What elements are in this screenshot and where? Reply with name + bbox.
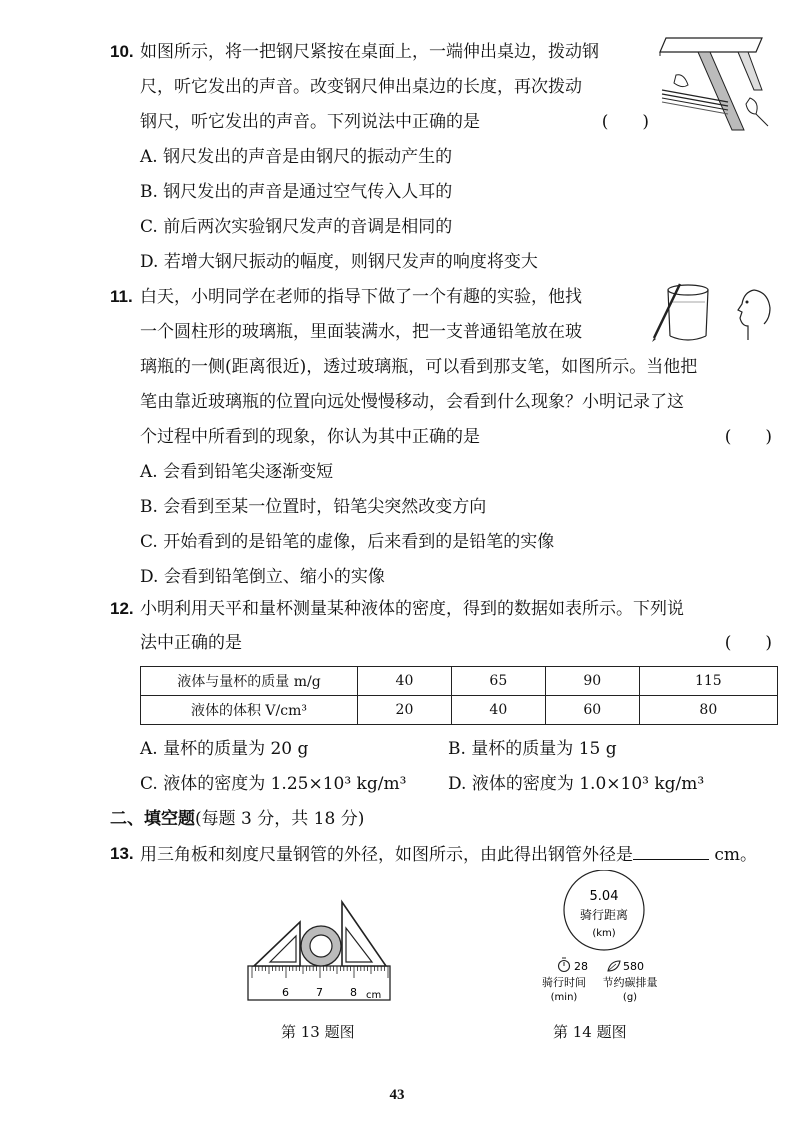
q13-answer-blank[interactable] xyxy=(633,843,709,860)
q10-option-d: D. 若增大钢尺振动的幅度，则钢尺发声的响度将变大 xyxy=(140,252,538,272)
q12-data-table xyxy=(140,666,778,725)
carbon-label: 节约碳排量 xyxy=(602,976,658,989)
q11-option-b: B. 会看到至某一位置时，铅笔尖突然改变方向 xyxy=(140,497,487,517)
q10-line-3: 钢尺，听它发出的声音。下列说法中正确的是 xyxy=(140,112,480,132)
q12-option-a: A. 量杯的质量为 20 g xyxy=(140,739,309,759)
q10-line-2: 尺，听它发出的声音。改变钢尺伸出桌边的长度，再次拨动 xyxy=(140,77,582,97)
distance-value: 5.04 xyxy=(589,889,619,904)
ruler-unit: cm xyxy=(366,990,382,1001)
table-cell: 65 xyxy=(451,667,545,696)
table-cell: 40 xyxy=(358,667,452,696)
q12-option-b: B. 量杯的质量为 15 g xyxy=(448,739,617,759)
distance-unit: (km) xyxy=(592,928,616,939)
q12-line-2: 法中正确的是 xyxy=(140,633,242,653)
q11-option-a: A. 会看到铅笔尖逐渐变短 xyxy=(140,462,334,482)
q11-option-d: D. 会看到铅笔倒立、缩小的实像 xyxy=(140,567,385,587)
time-unit: (min) xyxy=(550,992,578,1003)
q12-option-d: D. 液体的密度为 1.0×10³ kg/m³ xyxy=(448,774,705,794)
table-cell: 90 xyxy=(545,667,639,696)
table-cell: 60 xyxy=(545,696,639,725)
ruler-label-8: 8 xyxy=(350,986,357,999)
q14-cycling-figure xyxy=(528,870,678,1010)
table-row-label: 液体的体积 V/cm³ xyxy=(141,696,358,725)
q10-option-b: B. 钢尺发出的声音是通过空气传入人耳的 xyxy=(140,182,453,202)
q11-glass-bottle-figure xyxy=(650,280,774,352)
q11-option-c: C. 开始看到的是铅笔的虚像，后来看到的是铅笔的实像 xyxy=(140,532,555,552)
table-cell: 115 xyxy=(639,667,777,696)
q10-answer-paren: ( ) xyxy=(601,112,649,132)
table-cell: 80 xyxy=(639,696,777,725)
q11-line-5: 个过程中所看到的现象，你认为其中正确的是 xyxy=(140,427,480,447)
q13-ruler-figure xyxy=(244,896,394,1006)
q14-figure-caption: 第 14 题图 xyxy=(553,1023,627,1041)
q13-text-after: cm。 xyxy=(709,845,758,865)
carbon-value: 580 xyxy=(623,960,644,973)
table-row xyxy=(141,667,778,696)
q11-line-4: 笔由靠近玻璃瓶的位置向远处慢慢移动，会看到什么现象？小明记录了这 xyxy=(140,392,684,412)
q11-number: 11. xyxy=(110,287,133,306)
section-2-subtitle: (每题 3 分，共 18 分) xyxy=(195,809,365,829)
q10-ruler-figure xyxy=(658,30,770,134)
stopwatch-icon xyxy=(559,958,570,972)
q12-line-1: 小明利用天平和量杯测量某种液体的密度，得到的数据如表所示。下列说 xyxy=(140,599,684,619)
q12-option-c: C. 液体的密度为 1.25×10³ kg/m³ xyxy=(140,774,407,794)
table-cell: 40 xyxy=(451,696,545,725)
section-2-heading xyxy=(110,808,364,830)
page-number: 43 xyxy=(389,1087,405,1103)
table-row-label: 液体与量杯的质量 m/g xyxy=(141,667,358,696)
q10-line-1: 如图所示，将一把钢尺紧按在桌面上，一端伸出桌边，拨动钢 xyxy=(140,42,599,62)
carbon-unit: (g) xyxy=(622,992,638,1003)
table-cell: 20 xyxy=(358,696,452,725)
time-value: 28 xyxy=(574,960,588,973)
q11-line-1: 白天，小明同学在老师的指导下做了一个有趣的实验，他找 xyxy=(140,287,582,307)
q12-answer-paren: ( ) xyxy=(724,633,772,653)
leaf-icon xyxy=(608,961,620,971)
q10-number: 10. xyxy=(110,42,134,61)
q13-number: 13. xyxy=(110,844,134,863)
q13-text-before: 用三角板和刻度尺量钢管的外径，如图所示，由此得出钢管外径是 xyxy=(140,845,633,865)
q10-option-c: C. 前后两次实验钢尺发声的音调是相同的 xyxy=(140,217,453,237)
q12-number: 12. xyxy=(110,599,134,618)
table-row xyxy=(141,696,778,725)
q11-line-2: 一个圆柱形的玻璃瓶，里面装满水，把一支普通铅笔放在玻 xyxy=(140,322,582,342)
q13-figure-caption: 第 13 题图 xyxy=(281,1023,355,1041)
ruler-label-7: 7 xyxy=(316,986,323,999)
section-2-title: 二、填空题 xyxy=(110,809,195,829)
time-label: 骑行时间 xyxy=(542,976,586,989)
q11-line-3: 璃瓶的一侧(距离很近)，透过玻璃瓶，可以看到那支笔，如图所示。当他把 xyxy=(140,357,698,377)
q13-line xyxy=(140,843,757,866)
q10-option-a: A. 钢尺发出的声音是由钢尺的振动产生的 xyxy=(140,147,453,167)
distance-label: 骑行距离 xyxy=(579,908,629,922)
q11-answer-paren: ( ) xyxy=(724,427,772,447)
ruler-label-6: 6 xyxy=(282,986,289,999)
